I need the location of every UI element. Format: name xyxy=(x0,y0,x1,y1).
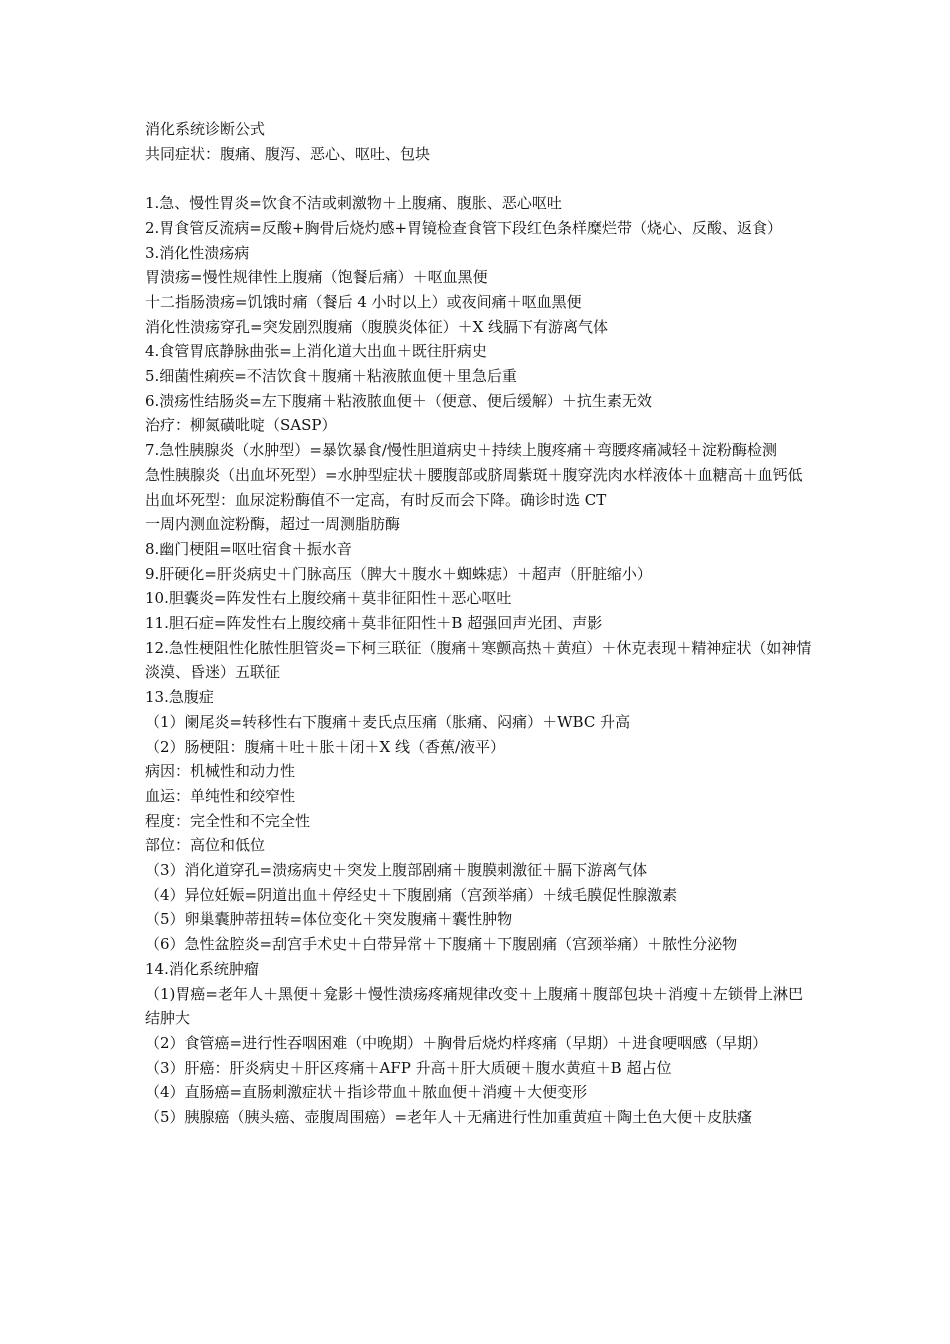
common-symptoms: 共同症状：腹痛、腹泻、恶心、呕吐、包块 xyxy=(145,144,431,163)
text-line: 血运：单纯性和绞窄性 xyxy=(145,786,296,805)
text-line: （3）肝癌：肝炎病史＋肝区疼痛＋AFP 升高＋肝大质硬＋腹水黄疸＋B 超占位 xyxy=(145,1058,672,1077)
document-body xyxy=(145,117,815,1130)
text-line: 胃溃疡=慢性规律性上腹痛（饱餐后痛）＋呕血黑便 xyxy=(145,268,488,287)
text-line: （3）消化道穿孔=溃疡病史＋突发上腹部剧痛＋腹膜刺激征＋膈下游离气体 xyxy=(145,861,648,880)
text-line: 十二指肠溃疡=饥饿时痛（餐后 4 小时以上）或夜间痛＋呕血黑便 xyxy=(145,292,582,311)
text-line: 9.肝硬化=肝炎病史＋门脉高压（脾大＋腹水＋蜘蛛痣）＋超声（肝脏缩小） xyxy=(145,564,652,583)
text-line: （6）急性盆腔炎=刮宫手术史＋白带异常＋下腹痛＋下腹剧痛（宫颈举痛）＋脓性分泌物 xyxy=(145,935,738,954)
text-line: 急性胰腺炎（出血坏死型）=水肿型症状＋腰腹部或脐周紫斑＋腹穿洗肉水样液体＋血糖高＋血钙低 xyxy=(145,465,803,484)
text-line: 程度：完全性和不完全性 xyxy=(145,811,311,830)
text-line: 8.幽门梗阻=呕吐宿食＋振水音 xyxy=(145,539,352,558)
text-line: （4）直肠癌=直肠刺激症状＋指诊带血＋脓血便＋消瘦＋大便变形 xyxy=(145,1083,588,1102)
text-line: 5.细菌性痢疾=不洁饮食＋腹痛＋粘液脓血便＋里急后重 xyxy=(145,367,517,386)
text-line: （2）食管癌=进行性吞咽困难（中晚期）＋胸骨后烧灼样疼痛（早期）＋进食哽咽感（早期） xyxy=(145,1034,768,1052)
text-line: （4）异位妊娠=阴道出血＋停经史＋下腹剧痛（宫颈举痛）＋绒毛膜促性腺激素 xyxy=(145,885,678,904)
text-line: 12.急性梗阻性化脓性胆管炎=下柯三联征（腹痛＋寒颤高热＋黄疸）＋休克表现＋精神症状（如神情淡漠、昏迷）五联征 xyxy=(145,638,812,682)
text-line: 消化性溃疡穿孔=突发剧烈腹痛（腹膜炎体征）＋X 线膈下有游离气体 xyxy=(145,317,609,336)
text-line: 7.急性胰腺炎（水肿型）=暴饮暴食/慢性胆道病史＋持续上腹疼痛＋弯腰疼痛减轻＋淀粉酶检测 xyxy=(145,441,777,460)
text-line: 4.食管胃底静脉曲张=上消化道大出血＋既往肝病史 xyxy=(145,342,487,361)
text-line: （5）胰腺癌（胰头癌、壶腹周围癌）=老年人＋无痛进行性加重黄疸＋陶土色大便＋皮肤瘙 xyxy=(145,1108,753,1127)
text-line: 部位：高位和低位 xyxy=(145,836,266,855)
text-line: （1）阑尾炎=转移性右下腹痛＋麦氏点压痛（胀痛、闷痛）＋WBC 升高 xyxy=(145,712,631,731)
text-line: 2.胃食管反流病=反酸+胸骨后烧灼感+胃镜检查食管下段红色条样糜烂带（烧心、反酸、返食） xyxy=(145,218,783,237)
text-line: 1.急、慢性胃炎=饮食不洁或刺激物＋上腹痛、腹胀、恶心呕吐 xyxy=(145,194,562,213)
text-line: （1)胃癌=老年人＋黑便＋龛影＋慢性溃疡疼痛规律改变＋上腹痛＋腹部包块＋消瘦＋左锁骨上淋巴结肿大 xyxy=(145,984,803,1028)
text-line: 10.胆囊炎=阵发性右上腹绞痛＋莫非征阳性＋恶心呕吐 xyxy=(145,589,512,608)
blank-line xyxy=(145,166,815,191)
text-line: 14.消化系统肿瘤 xyxy=(145,959,259,978)
text-line: （5）卵巢囊肿蒂扭转=体位变化＋突发腹痛＋囊性肿物 xyxy=(145,910,513,929)
text-line: 13.急腹症 xyxy=(145,688,214,707)
text-line: 3.消化性溃疡病 xyxy=(145,243,250,262)
text-line: 病因：机械性和动力性 xyxy=(145,762,296,781)
text-line: 6.溃疡性结肠炎=左下腹痛＋粘液脓血便＋（便意、便后缓解）＋抗生素无效 xyxy=(145,391,652,410)
text-line: 治疗：柳氮磺吡啶（SASP） xyxy=(145,416,337,435)
text-line: 一周内测血淀粉酶，超过一周测脂肪酶 xyxy=(145,515,401,534)
text-line: 11.胆石症=阵发性右上腹绞痛＋莫非征阳性＋B 超强回声光团、声影 xyxy=(145,614,603,633)
text-line: （2）肠梗阻：腹痛＋吐＋胀＋闭＋X 线（香蕉/液平） xyxy=(145,737,506,756)
text-line: 出血坏死型：血尿淀粉酶值不一定高，有时反而会下降。确诊时选 CT xyxy=(145,490,607,509)
document-title: 消化系统诊断公式 xyxy=(145,120,266,138)
